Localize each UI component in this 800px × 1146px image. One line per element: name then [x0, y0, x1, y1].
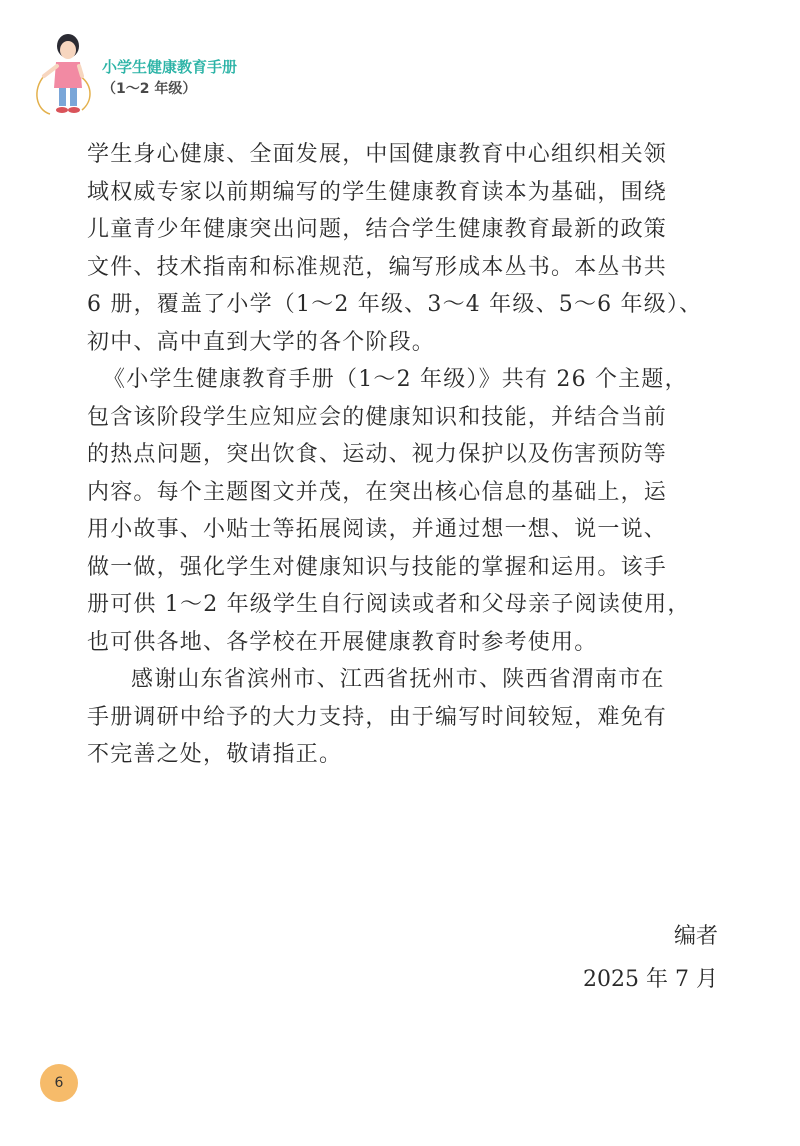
page-header — [30, 30, 330, 120]
text-line: 的热点问题，突出饮食、运动、视力保护以及伤害预防等 — [87, 442, 668, 467]
book-title: 小学生健康教育手册 — [102, 58, 238, 76]
paragraph-3 — [87, 661, 719, 774]
text-line: 不完善之处，敬请指正。 — [87, 742, 343, 767]
text-line: 儿童青少年健康突出问题，结合学生健康教育最新的政策 — [87, 217, 668, 242]
paragraph-1 — [87, 136, 719, 361]
text-line: 域权威专家以前期编写的学生健康教育读本为基础，围绕 — [87, 179, 668, 205]
text-line: 感谢山东省滨州市、江西省抚州市、陕西省渭南市在 — [131, 667, 665, 692]
jump-rope-girl-icon — [30, 30, 100, 120]
text-line: 6 册，覆盖了小学（1～2 年级、3～4 年级、5～6 年级）、 — [87, 292, 703, 317]
text-line: 内容。每个主题图文并茂，在突出核心信息的基础上，运 — [87, 479, 668, 505]
text-line: 《小学生健康教育手册（1～2 年级）》共有 26 个主题， — [103, 367, 688, 392]
text-line: 用小故事、小贴士等拓展阅读，并通过想一想、说一说、 — [87, 517, 668, 542]
book-grade-subtitle: （1～2 年级） — [102, 81, 197, 97]
text-line: 包含该阶段学生应知应会的健康知识和技能，并结合当前 — [87, 404, 668, 430]
text-line: 也可供各地、各学校在开展健康教育时参考使用。 — [87, 629, 598, 655]
signature-author: 编者 — [673, 924, 718, 949]
text-line: 学生身心健康、全面发展，中国健康教育中心组织相关领 — [87, 142, 668, 167]
text-line: 初中、高中直到大学的各个阶段。 — [87, 329, 436, 355]
text-line: 手册调研中给予的大力支持，由于编写时间较短，难免有 — [87, 704, 668, 730]
signature-date: 2025 年 7 月 — [583, 967, 718, 992]
body-text — [87, 136, 719, 774]
text-line: 文件、技术指南和标准规范，编写形成本丛书。本丛书共 — [87, 254, 668, 280]
text-line: 做一做，强化学生对健康知识与技能的掌握和运用。该手 — [87, 554, 668, 580]
paragraph-2 — [87, 361, 719, 661]
page-number-badge: 6 — [40, 1064, 78, 1102]
text-line: 册可供 1～2 年级学生自行阅读或者和父母亲子阅读使用， — [87, 592, 691, 617]
